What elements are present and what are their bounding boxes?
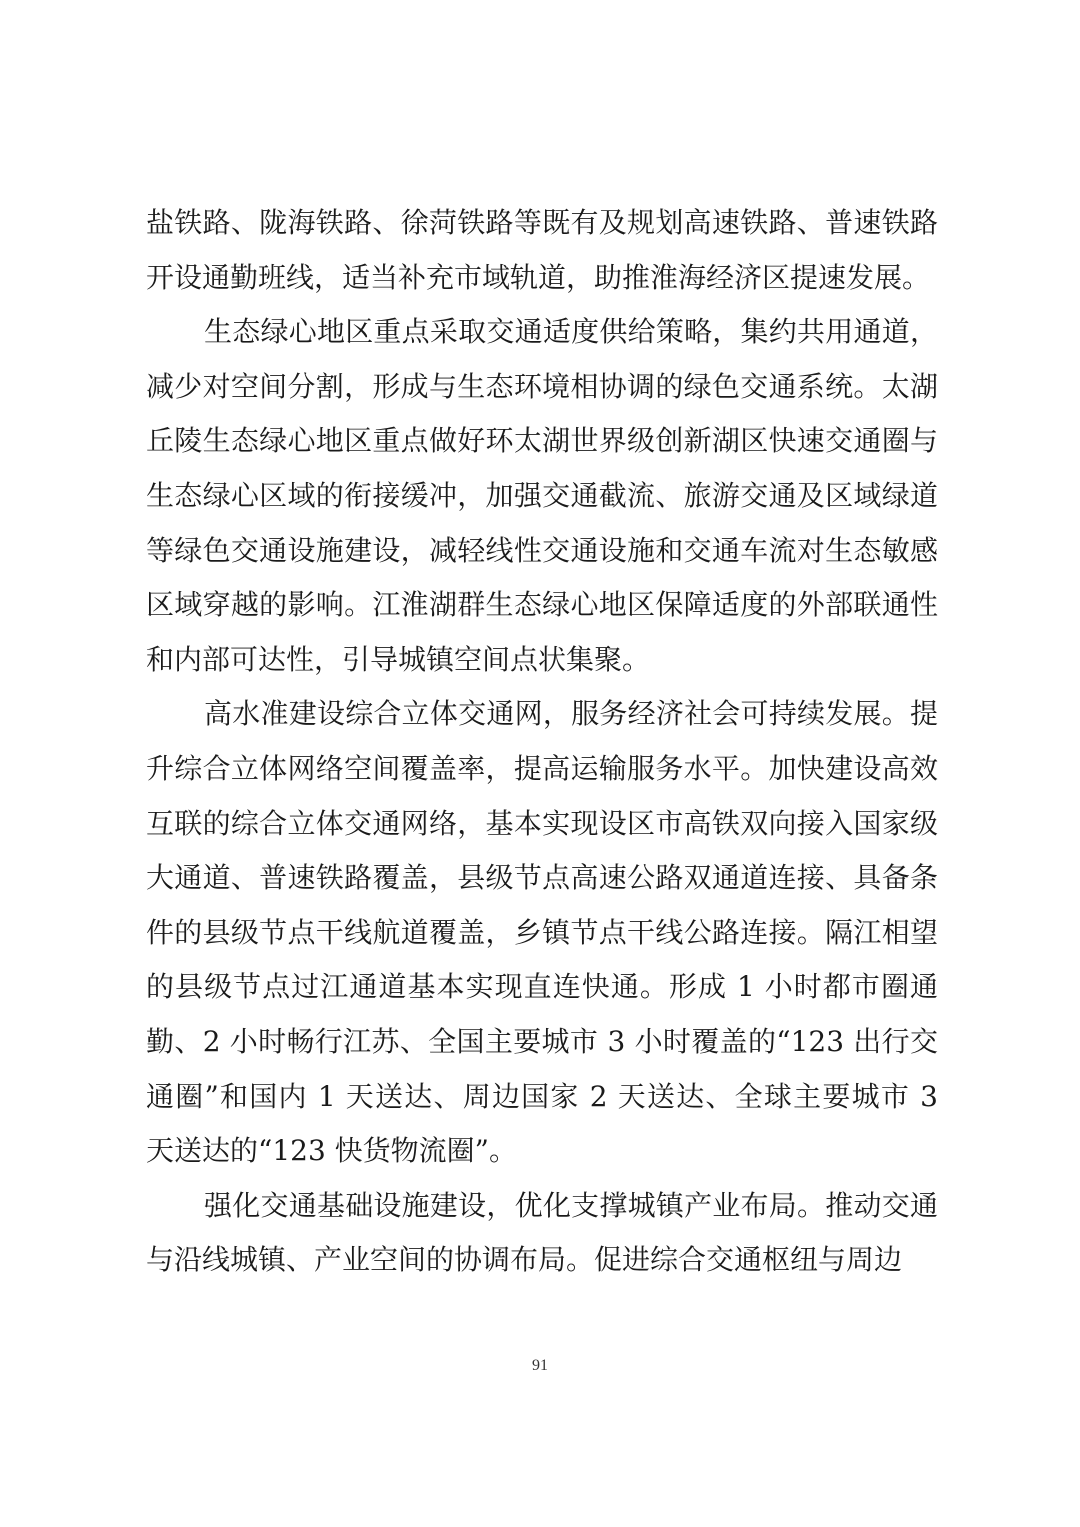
body-text (146, 196, 938, 1288)
paragraph-infrastructure-layout: 强化交通基础设施建设，优化支撑城镇产业布局。推动交通与沿线城镇、产业空间的协调布局。促进综合交通枢纽与周边 (146, 1188, 938, 1277)
paragraph-continuation: 盐铁路、陇海铁路、徐菏铁路等既有及规划高速铁路、普速铁路开设通勤班线，适当补充市域轨道，助推淮海经济区提速发展。 (146, 206, 938, 294)
paragraph-ecological-green-heart: 生态绿心地区重点采取交通适度供给策略，集约共用通道，减少对空间分割，形成与生态环境相协调的绿色交通系统。太湖丘陵生态绿心地区重点做好环太湖世界级创新湖区快速交通圈与生态绿心区域的衔接缓冲，加强交通截流、旅游交通及区域绿道等绿色交通设施建设，减轻线性交通设施和交通车流对生态敏感区域穿越的影响。江淮湖群生态绿心地区保障适度的外部联通性和内部可达性，引导城镇空间点状集聚。 (146, 315, 938, 676)
paragraph-integrated-transport-network: 高水准建设综合立体交通网，服务经济社会可持续发展。提升综合立体网络空间覆盖率，提高运输服务水平。加快建设高效互联的综合立体交通网络，基本实现设区市高铁双向接入国家级大通道、普速铁路覆盖，县级节点高速公路双通道连接、具备条件的县级节点干线航道覆盖，乡镇节点干线公路连接。隔江相望的县级节点过江通道基本实现直连快通。形成 1 小时都市圈通勤、2 小时畅行江苏、全国主要城市 3 小时覆盖的“123 出行交通圈”和国内 1 天送达、周边国家 2 天送达、全球主要城市 3 天送达的“123 快货物流圈”。 (146, 697, 938, 1168)
page-number: 91 (532, 1357, 548, 1374)
